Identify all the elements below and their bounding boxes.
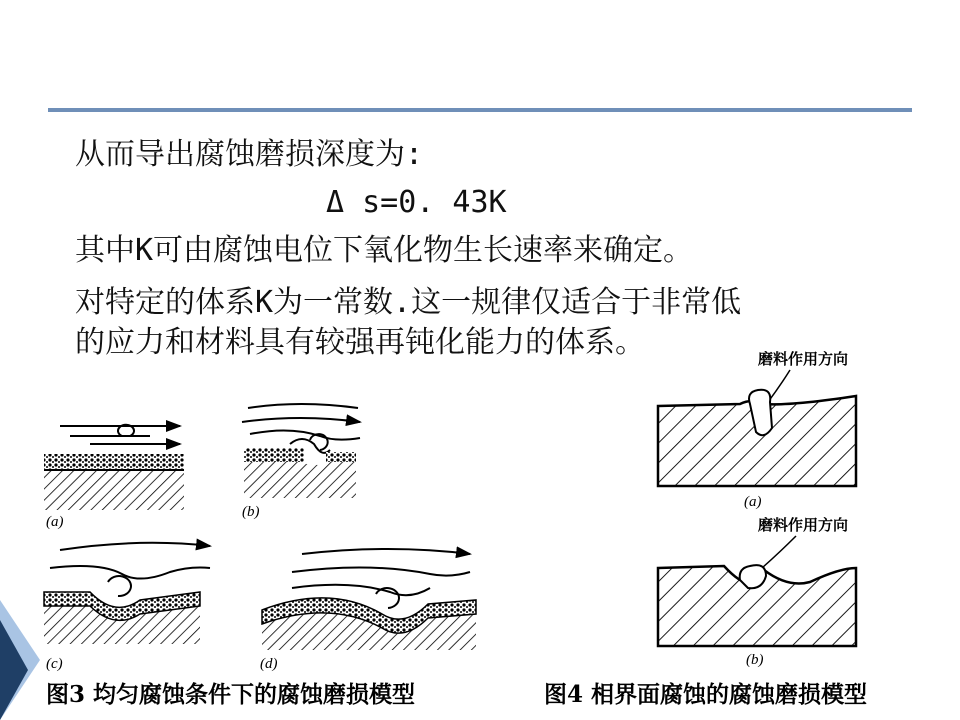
label-d: (d) [260,656,278,672]
figure-4-caption: 图4 相界面腐蚀的腐蚀磨损模型 [544,681,868,708]
panel-c [44,543,210,672]
figure-3-caption: 图3 均匀腐蚀条件下的腐蚀磨损模型 [46,681,416,708]
formula: Δ s=0. 43K [326,185,507,220]
text-line-1: 从而导出腐蚀磨损深度为: [75,137,424,172]
panel-d [260,549,476,672]
panel-a [44,425,184,530]
text-line-4: 对特定的体系K为一常数.这一规律仅适合于非常低 [75,285,742,320]
fig4-label-b: (b) [746,652,764,668]
panel-b [242,404,360,520]
text-line-5: 的应力和材料具有较强再钝化能力的体系。 [75,325,645,360]
label-c: (c) [46,656,63,672]
arrow-label-a: 磨料作用方向 [758,350,849,368]
label-a: (a) [46,514,64,530]
label-b: (b) [242,504,260,520]
figure-4-phase-interface-model [640,342,880,678]
figure-3-corrosion-wear-model [30,378,500,674]
fig4-label-a: (a) [744,494,762,510]
arrow-label-b: 磨料作用方向 [758,516,849,534]
title-divider [48,108,912,112]
text-line-3: 其中K可由腐蚀电位下氧化物生长速率来确定。 [75,233,694,268]
